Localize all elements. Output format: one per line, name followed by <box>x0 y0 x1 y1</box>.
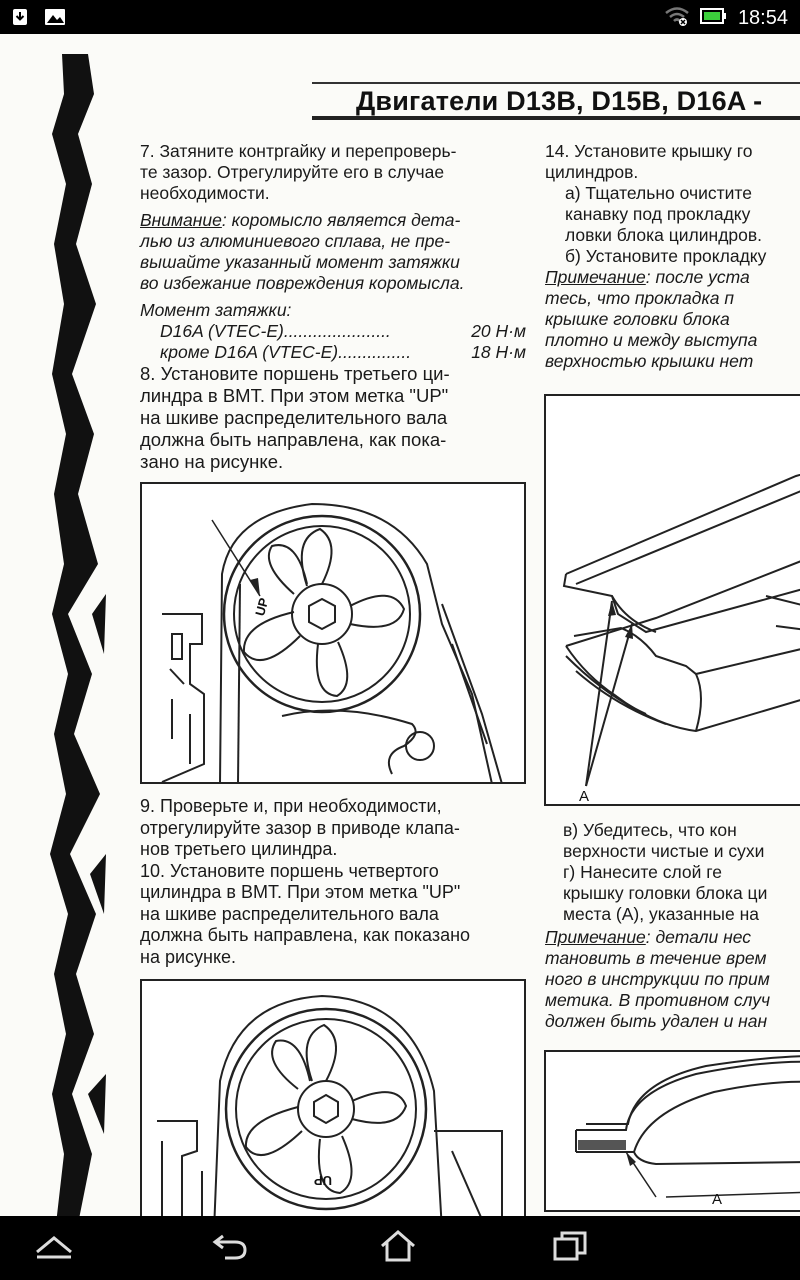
back-icon <box>211 1230 249 1267</box>
warning-note: Внимание: коромысло является дета- лью из алюминиевого сплава, не пре- вышайте указанный момент затяжки во избежание повреждения коромысла. <box>140 210 465 293</box>
figure-camshaft-pulley-cyl3 <box>140 482 526 784</box>
image-icon <box>44 7 66 32</box>
chevron-up-icon <box>33 1232 75 1265</box>
right-column-lower: в) Убедитесь, что кон верхности чистые и сухи г) Нанесите слой ге крышку головки блока ци места (А), указанные на Примечание: детали нес тановить в течение врем ного в инструкции по прим метика. В противном случ должен быть удален и нан <box>545 820 800 1032</box>
status-bar <box>0 0 800 34</box>
note-sealant: Примечание: детали нес тановить в течение врем ного в инструкции по прим метика. В противном случ должен быть удален и нан <box>545 927 771 1031</box>
up-mark-label: UP <box>252 596 272 618</box>
torque-row: D16A (VTEC-E)...................... 20 Н·м <box>160 321 526 341</box>
home-button[interactable] <box>368 1228 428 1268</box>
navigation-bar <box>0 1216 800 1280</box>
figure-label-a: A <box>579 788 590 804</box>
scan-binding-edge <box>48 54 106 1216</box>
torque-row: кроме D16A (VTEC-E)............... 18 Н·м <box>160 342 526 362</box>
clock: 18:54 <box>737 7 788 29</box>
document-page[interactable] <box>0 34 800 1216</box>
figure-label-a: A <box>712 1191 723 1208</box>
header-top-rule <box>312 82 800 84</box>
step-8: 8. Установите поршень третьего ци- линдра в ВМТ. При этом метка "UP" на шкиве распределительного вала должна быть направлена, как пока- зано на рисунке. <box>140 363 450 472</box>
right-column: 14. Установите крышку го цилиндров. а) Тщательно очистите канавку под прокладку ловки блока цилиндров. б) Установите прокладку Примечание: после уста тесь, что прокладка п крышке головки блока плотно и между выступа верхностью крышки нет <box>545 141 800 372</box>
header-rule <box>312 116 800 120</box>
hide-keyboard-button[interactable] <box>24 1228 84 1268</box>
torque-spec: Момент затяжки: D16A (VTEC-E)...................... 20 Н·м кроме D16A (VTEC-E)............... 18 Н·м <box>140 300 526 362</box>
home-icon <box>379 1229 417 1268</box>
figure-sealant-points <box>544 1050 800 1212</box>
recent-apps-button[interactable] <box>540 1228 600 1268</box>
recent-apps-icon <box>551 1229 589 1268</box>
figure-cylinder-head-cover <box>544 394 800 806</box>
back-button[interactable] <box>200 1228 260 1268</box>
step-9-10: 9. Проверьте и, при необходимости, отрегулируйте зазор в приводе клапа- нов третьего цилиндра. 10. Установите поршень четвертого цилиндра в ВМТ. При этом метка "UP" на шкиве распределительного вала должна быть направлена, как показано на рисунке. <box>140 796 471 967</box>
note-gasket: Примечание: после уста тесь, что прокладка п крышке головки блока плотно и между выступа верхностью крышки нет <box>545 267 758 371</box>
left-column <box>140 141 526 473</box>
battery-icon <box>700 7 728 30</box>
download-icon <box>10 7 30 32</box>
step-7: 7. Затяните контргайку и перепроверь- те зазор. Отрегулируйте его в случае необходимости. <box>140 141 457 203</box>
wifi-icon <box>664 5 690 32</box>
figure-camshaft-pulley-cyl4 <box>140 979 526 1216</box>
page-header-title: Двигатели D13B, D15B, D16A - <box>356 86 763 116</box>
up-mark-label: UP <box>313 1173 332 1188</box>
